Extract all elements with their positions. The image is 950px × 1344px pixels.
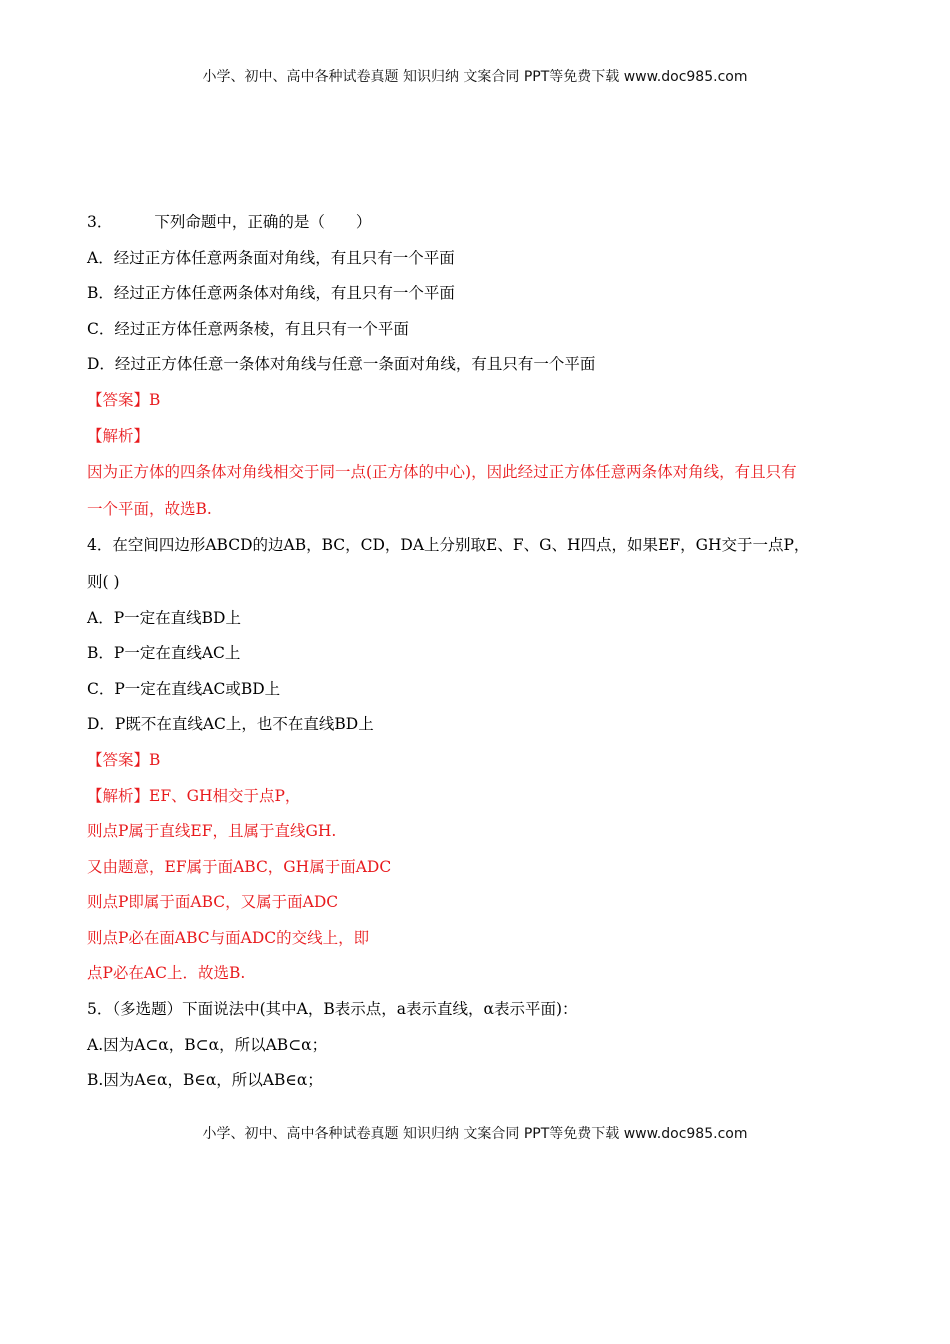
q3-option-a: A．经过正方体任意两条面对角线，有且只有一个平面 [87, 249, 455, 267]
q3-option-c: C．经过正方体任意两条棱，有且只有一个平面 [87, 320, 409, 338]
q3-analysis-title: 【解析】 [87, 427, 150, 445]
q4-option-a: A．P一定在直线BD上 [87, 609, 241, 627]
page-footer: 小学、初中、高中各种试卷真题 知识归纳 文案合同 PPT等免费下载 www.doc985.com [202, 1126, 748, 1142]
q4-analysis-line-1: 【解析】EF、GH相交于点P， [87, 787, 301, 805]
q3-analysis-line-2: 一个平面，故选B. [87, 500, 212, 518]
q3-option-d: D．经过正方体任意一条体对角线与任意一条面对角线，有且只有一个平面 [87, 355, 596, 373]
q4-analysis-line-5: 则点P必在面ABC与面ADC的交线上，即 [87, 929, 370, 947]
q3-option-b: B．经过正方体任意两条体对角线，有且只有一个平面 [87, 284, 455, 302]
page-header: 小学、初中、高中各种试卷真题 知识归纳 文案合同 PPT等免费下载 www.doc985.com [202, 69, 748, 85]
q5-stem: 5．（多选题）下面说法中(其中A，B表示点，a表示直线，α表示平面)： [87, 1000, 578, 1018]
q4-analysis-line-2: 则点P属于直线EF，且属于直线GH. [87, 822, 337, 840]
q4-option-d: D．P既不在直线AC上，也不在直线BD上 [87, 715, 374, 733]
q4-stem-line-2: 则( ) [87, 573, 120, 591]
q4-answer: 【答案】B [87, 751, 161, 769]
q4-stem-line-1: 4．在空间四边形ABCD的边AB，BC，CD，DA上分别取E、F、G、H四点，如果EF，GH交于一点P， [87, 536, 810, 554]
q3-analysis-line-1: 因为正方体的四条体对角线相交于同一点(正方体的中心)，因此经过正方体任意两条体对角线，有且只有 [87, 463, 797, 481]
q4-analysis-line-4: 则点P即属于面ABC，又属于面ADC [87, 893, 339, 911]
q3-answer: 【答案】B [87, 391, 161, 409]
q3-stem-line [87, 212, 371, 232]
q4-analysis-line-3: 又由题意，EF属于面ABC，GH属于面ADC [87, 858, 392, 876]
q5-option-a: A.因为A⊂α，B⊂α，所以AB⊂α； [87, 1036, 328, 1054]
q3-stem: 下列命题中，正确的是（ ） [154, 213, 372, 231]
q4-analysis-line-6: 点P必在AC上．故选B. [87, 964, 246, 982]
q3-number: 3． [87, 213, 113, 231]
q4-option-c: C．P一定在直线AC或BD上 [87, 680, 281, 698]
q4-option-b: B．P一定在直线AC上 [87, 644, 241, 662]
q5-option-b: B.因为A∈α，B∈α，所以AB∈α； [87, 1071, 323, 1089]
